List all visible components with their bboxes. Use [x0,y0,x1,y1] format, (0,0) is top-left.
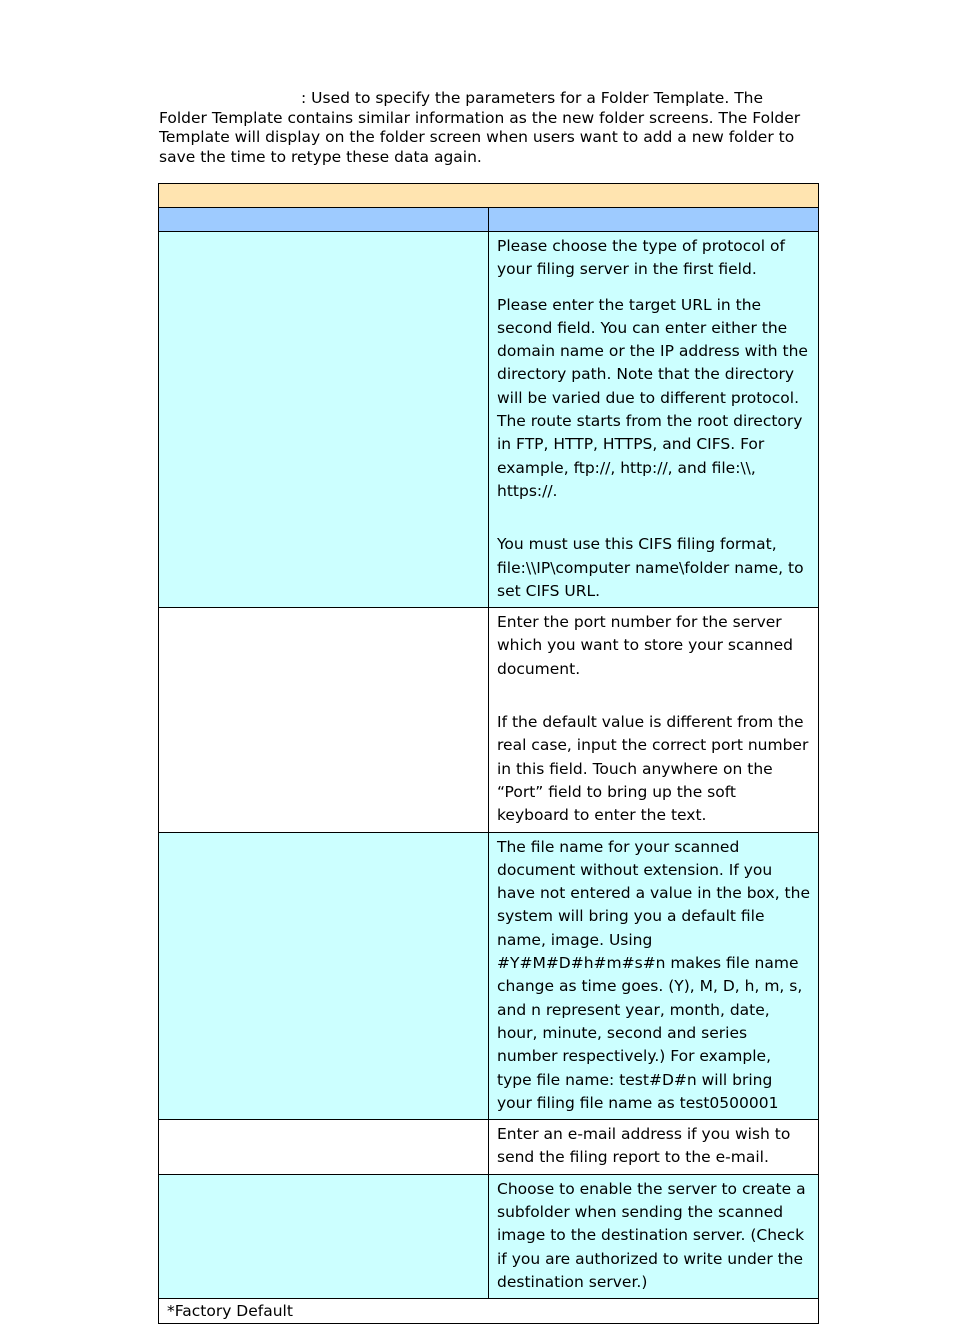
intro-line: : Used to specify the parameters for a Folder Template. The [301,89,764,107]
row-label-cell [159,832,489,1120]
table-title-row [159,184,819,208]
row-label-cell [159,1120,489,1175]
table-row [159,1174,819,1298]
table-header-row [159,208,819,232]
header-cell-parameter [159,208,489,232]
folder-template-table [158,183,819,1324]
row-label-cell [159,1174,489,1298]
table-row [159,608,819,832]
intro-line: Template will display on the folder screen when users want to add a new folder to [159,128,795,146]
row-label-cell [159,608,489,832]
description-text: Please enter the target URL in the second field. You can enter either the domain name or the IP address with the directory path. Note that the directory will be varied due to different protocol. The route starts from the root directory in FTP, HTTP, HTTPS, and CIFS. For example, ftp://, http://, and file:\\, https://. [497,295,808,500]
description-text: Enter the port number for the server which you want to store your scanned document. [497,613,794,678]
factory-default-note: *Factory Default [159,1299,819,1324]
row-description-cell [489,832,819,1120]
description-text: Choose to enable the server to create a subfolder when sending the scanned image to the destination server. (Check if you are authorized to write under the destination server.) [497,1179,806,1291]
table-row [159,832,819,1120]
description-text: You must use this CIFS filing format, file:\\IP\computer name\folder name, to set CIFS URL. [497,535,804,600]
intro-paragraph [159,89,824,167]
description-text: Enter an e-mail address if you wish to send the filing report to the e-mail. [497,1125,791,1167]
description-text: The file name for your scanned document without extension. If you have not entered a value in the box, the system will bring you a default file name, image. Using #Y#M#D#h#m#s#n makes file name change as time goes. (Y), M, D, h, m, s, and n represent year, month, date, hour, minute, second and series number respectively.) For example, type file name: test#D#n will bring your filing file name as test0500001 [497,837,810,1112]
intro-line: save the time to retype these data again. [159,147,482,166]
intro-line: Folder Template contains similar information as the new folder screens. The Folder [159,108,801,127]
table-row [159,1120,819,1175]
row-description-cell [489,608,819,832]
row-description-cell [489,1174,819,1298]
table-title-cell [159,184,819,208]
row-description-cell [489,1120,819,1175]
description-text: If the default value is different from the real case, input the correct port number in this field. Touch anywhere on the “Port” field to bring up the soft keyboard to enter the text. [497,713,809,825]
row-description-cell [489,232,819,608]
description-text: Please choose the type of protocol of your filing server in the first field. [497,237,785,279]
table-footer-row [159,1299,819,1324]
header-cell-description [489,208,819,232]
table-row [159,232,819,608]
row-label-cell [159,232,489,608]
